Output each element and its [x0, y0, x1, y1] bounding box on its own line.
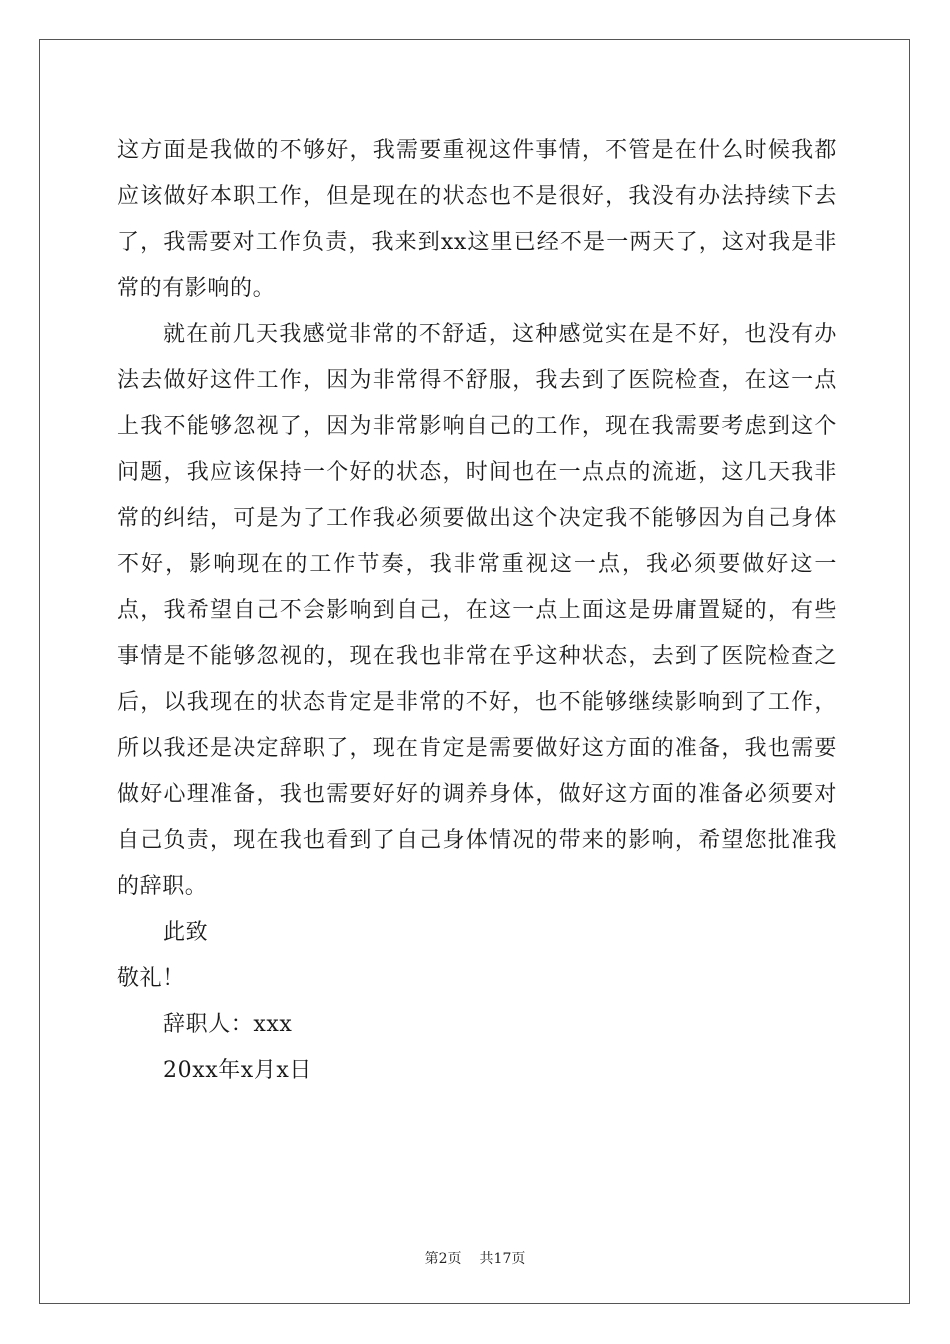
- closing-salutation: 此致: [163, 920, 209, 945]
- paragraph-continuation: 这方面是我做的不够好，我需要重视这件事情，不管是在什么时候我都应该做好本职工作，但是现在的状态也不是很好，我没有办法持续下去了，我需要对工作负责，我来到xx这里已经不是一两天了，这对我是非常的有影响的。: [117, 138, 837, 301]
- signature-line: 辞职人：xxx: [163, 1012, 293, 1037]
- page-number: 第2页: [424, 1251, 462, 1267]
- page-total: 共17页: [479, 1251, 526, 1267]
- date-line: 20xx年x月x日: [163, 1058, 313, 1083]
- letter-body: [117, 128, 837, 1094]
- page-footer: [0, 1248, 950, 1268]
- paragraph-main: 就在前几天我感觉非常的不舒适，这种感觉实在是不好，也没有办法去做好这件工作，因为非常得不舒服，我去到了医院检查，在这一点上我不能够忽视了，因为非常影响自己的工作，现在我需要考虑到这个问题，我应该保持一个好的状态，时间也在一点点的流逝，这几天我非常的纠结，可是为了工作我必须要做出这个决定我不能够因为自己身体不好，影响现在的工作节奏，我非常重视这一点，我必须要做好这一点，我希望自己不会影响到自己，在这一点上面这是毋庸置疑的，有些事情是不能够忽视的，现在我也非常在乎这种状态，去到了医院检查之后，以我现在的状态肯定是非常的不好，也不能够继续影响到了工作，所以我还是决定辞职了，现在肯定是需要做好这方面的准备，我也需要做好心理准备，我也需要好好的调养身体，做好这方面的准备必须要对自己负责，现在我也看到了自己身体情况的带来的影响，希望您批准我的辞职。: [117, 322, 837, 899]
- closing-regards: 敬礼！: [117, 966, 185, 991]
